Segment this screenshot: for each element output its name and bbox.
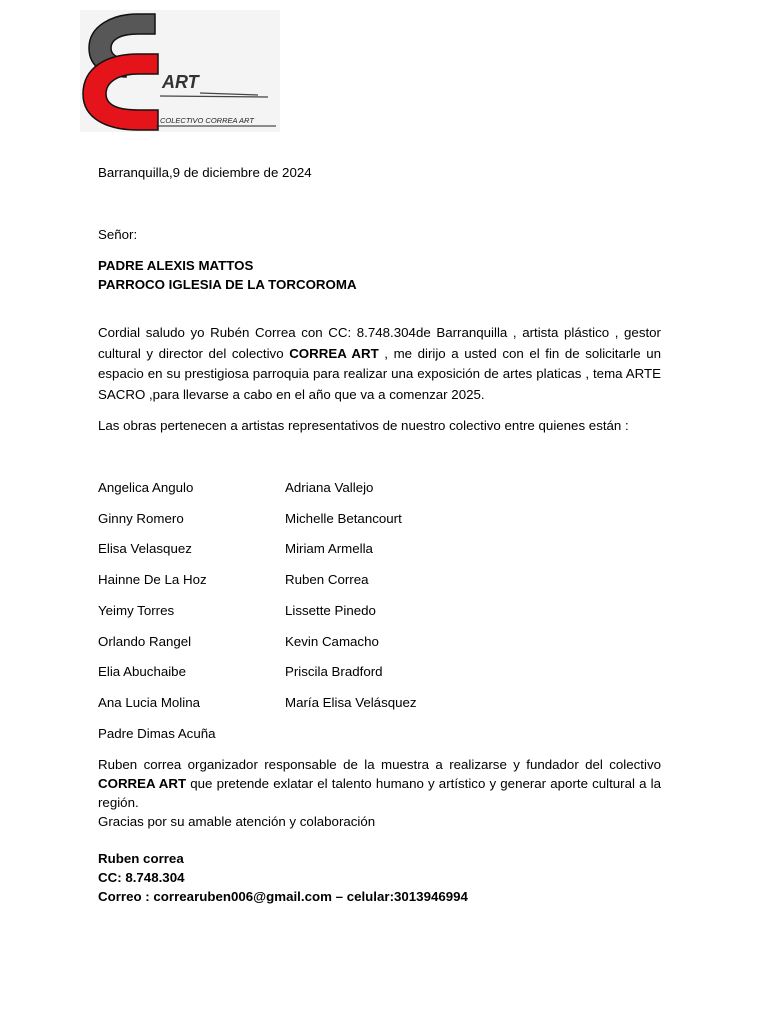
artist-right: María Elisa Velásquez bbox=[285, 695, 417, 710]
body-paragraph-2-brand: CORREA ART bbox=[98, 776, 187, 791]
signature-contact: Correo : correaruben006@gmail.com – celular:3013946994 bbox=[98, 889, 468, 904]
artist-right: Michelle Betancourt bbox=[285, 511, 402, 526]
colectivo-correa-art-logo bbox=[80, 10, 280, 132]
body-paragraph-2 bbox=[98, 755, 661, 812]
logo-caption: COLECTIVO CORREA ART bbox=[160, 116, 254, 125]
place-date: Barranquilla,9 de diciembre de 2024 bbox=[98, 165, 312, 180]
artist-left: Padre Dimas Acuña bbox=[98, 726, 216, 741]
artist-right: Adriana Vallejo bbox=[285, 480, 374, 495]
artist-right: Miriam Armella bbox=[285, 541, 373, 556]
signature-name: Ruben correa bbox=[98, 851, 184, 866]
recipient-name: PADRE ALEXIS MATTOS bbox=[98, 258, 254, 273]
artist-right: Priscila Bradford bbox=[285, 664, 383, 679]
artist-left: Orlando Rangel bbox=[98, 634, 192, 649]
body-paragraph-1 bbox=[98, 323, 661, 405]
artist-left: Elisa Velasquez bbox=[98, 541, 192, 556]
logo-graphic bbox=[80, 10, 280, 132]
recipient-title: PARROCO IGLESIA DE LA TORCOROMA bbox=[98, 277, 357, 292]
artist-left: Ginny Romero bbox=[98, 511, 184, 526]
body-paragraph-2-part1: Ruben correa organizador responsable de la muestra a realizarse y fundador del colectivo bbox=[98, 757, 661, 772]
artist-left: Ana Lucia Molina bbox=[98, 695, 201, 710]
artist-left: Hainne De La Hoz bbox=[98, 572, 207, 587]
artist-left: Yeimy Torres bbox=[98, 603, 175, 618]
body-paragraph-1-part2: , me dirijo a usted con el fin de solicitarle un espacio en su prestigiosa parroquia para realizar una exposición de artes platicas , tema ARTE SACRO ,para llevarse a cabo en el año que va a comenzar 2025. bbox=[98, 345, 661, 402]
artist-right: Kevin Camacho bbox=[285, 634, 379, 649]
artist-left: Angelica Angulo bbox=[98, 480, 194, 495]
body-paragraph-1-brand: CORREA ART bbox=[289, 345, 379, 361]
body-paragraph-2-part2: que pretende exlatar el talento humano y artístico y generar aporte cultural a la región. bbox=[98, 776, 661, 810]
artists-intro: Las obras pertenecen a artistas representativos de nuestro colectivo entre quienes están : bbox=[98, 418, 629, 433]
logo-brand-text: ART bbox=[162, 72, 199, 92]
artist-left: Elia Abuchaibe bbox=[98, 664, 186, 679]
artist-right: Ruben Correa bbox=[285, 572, 369, 587]
artist-right: Lissette Pinedo bbox=[285, 603, 376, 618]
salutation: Señor: bbox=[98, 227, 138, 242]
thanks-line: Gracias por su amable atención y colaboración bbox=[98, 814, 376, 829]
signature-id: CC: 8.748.304 bbox=[98, 870, 185, 885]
body-paragraph-1-part1: Cordial saludo yo Rubén Correa con CC: 8.748.304de Barranquilla , artista plástico , gestor cultural y director del colectivo bbox=[98, 325, 661, 361]
